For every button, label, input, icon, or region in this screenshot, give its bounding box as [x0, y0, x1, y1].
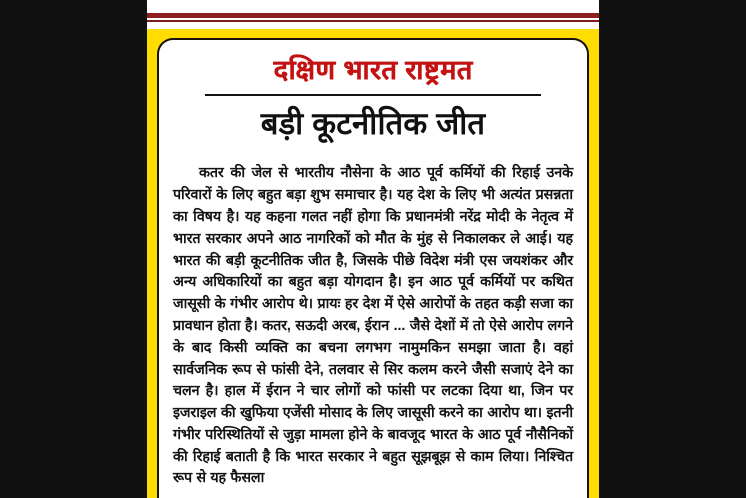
newspaper-page: [147, 0, 599, 498]
top-rule-thick-line: [147, 13, 599, 18]
article-card: [157, 38, 589, 498]
newspaper-masthead-title: दक्षिण भारत राष्ट्रमत: [273, 55, 473, 85]
top-rule-thin-line: [147, 20, 599, 22]
article-body-text: कतर की जेल से भारतीय नौसेना के आठ पूर्व कर्मियों की रिहाई उनके परिवारों के लिए बहुत बड़ा शुभ समाचार है। यह देश के लिए भी अत्यंत प्रसन्नता का विषय है। यह कहना गलत नहीं होगा कि प्रधानमंत्री नरेंद्र मोदी के नेतृत्व में भारत सरकार अपने आठ नागरिकों को मौत के मुंह से निकालकर ले आई। यह भारत की बड़ी कूटनीतिक जीत है, जिसके पीछे विदेश मंत्री एस जयशंकर और अन्य अधिकारियों का बहुत बड़ा योगदान है। इन आठ पूर्व कर्मियों पर कथित जासूसी के गंभीर आरोप थे। प्रायः हर देश में ऐसे आरोपों के तहत कड़ी सजा का प्रावधान होता है। कतर, सऊदी अरब, ईरान ... जैसे देशों में तो ऐसे आरोप लगने के बाद किसी व्यक्ति का बचना लगभग नामुमकिन समझा जाता है। वहां सार्वजनिक रूप से फांसी देने, तलवार से सिर कलम करने जैसी सजाएं देने का चलन है। हाल में ईरान ने चार लोगों को फांसी पर लटका दिया था, जिन पर इजराइल की खुफिया एजेंसी मोसाद के लिए जासूसी करने का आरोप था। इतनी गंभीर परिस्थितियों से जुड़ा मामला होने के बावजूद भारत के आठ पूर्व नौसैनिकों की रिहाई बताती है कि भारत सरकार ने बहुत सूझबूझ से काम लिया। निश्चित रूप से यह फैसला: [173, 165, 573, 487]
masthead-divider-rule: [205, 94, 541, 96]
yellow-border-frame: [147, 29, 599, 498]
article-headline: बड़ी कूटनीतिक जीत: [260, 105, 486, 141]
page-top-rule: [147, 11, 599, 23]
